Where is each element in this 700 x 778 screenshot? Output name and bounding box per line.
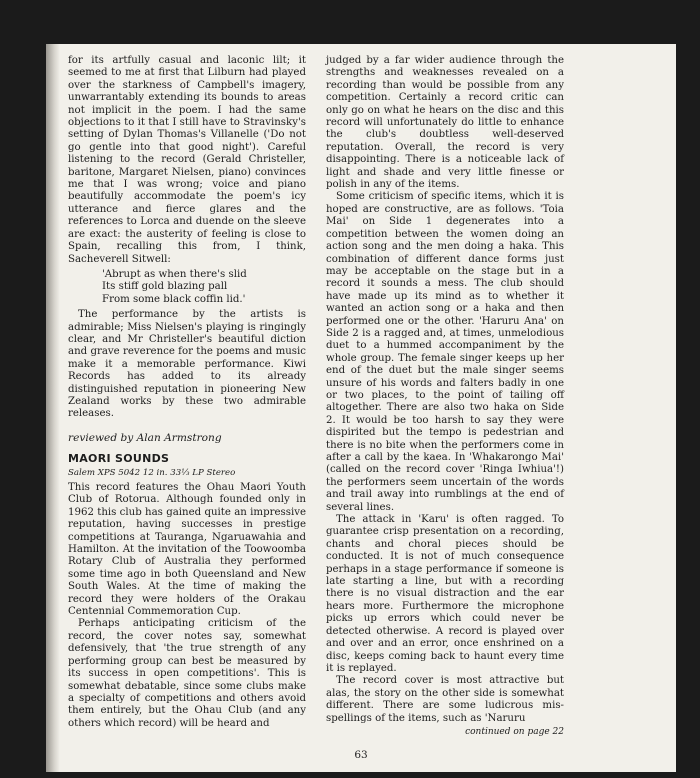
record-catalog-info: Salem XPS 5042 12 in. 33⅓ LP Stereo [68,467,236,478]
paragraph: judged by a far wider audience through the strengths and weaknesses revealed on a recording than would be possible from any competition. Certainly a record critic can only go on what he hears on the disc and this record will unfortunately do little to enhance the club's doubtless well-deserved reputation. Overall, the record is very disappointing. There is a noticeable lack of light and shade and very little finesse or polish in any of the items. [326,55,564,191]
continued-note: continued on page 22 [465,726,564,737]
verse-line: Its stiff gold blazing pall [102,281,228,293]
verse-line: 'Abrupt as when there's slid [102,268,247,280]
paragraph: The performance by the artists is admirable; Miss Nielsen's playing is ringingly clear, and Mr Christeller's beautiful diction and grave reverence for the poems and music make it a memorable performance. Kiwi Records has added to its already distinguished reputation in pioneering New Zealand works by these two admirable releases. [68,309,306,420]
verse-line: From some black coffin lid.' [102,293,246,305]
paragraph: The record cover is most attractive but alas, the story on the other side is somewhat different. There are some ludicrous mis-spellings of the items, such as 'Naruru [326,675,564,724]
right-column [326,55,564,738]
paragraph: The attack in 'Karu' is often ragged. To guarantee crisp presentation on a recording, chants and choral pieces should be conducted. It is not of much consequence perhaps in a stage performance if someone is late starting a line, but with a recording there is no visual distraction and the ear hears more. Furthermore the microphone picks up errors which could never be detected otherwise. A record is played over and over and an error, once enshrined on a disc, keeps coming back to haunt every time it is replayed. [326,514,564,674]
paragraph: for its artfully casual and laconic lilt; it seemed to me at first that Lilburn had played over the starkness of Campbell's imagery, unwarrantably extending its bounds to areas not implicit in the poem. I had the same objections to it that I still have to Stravinsky's setting of Dylan Thomas's Villanelle ('Do not go gentle into that good night'). Careful listening to the record (Gerald Christeller, baritone, Margaret Nielsen, piano) convinces me that I was wrong; voice and piano beautifully accommodate the poem's icy utterance and fierce glares and the references to Lorca and duende on the sleeve are exact: the austerity of feeling is close to Spain, recalling this from, I think, Sacheverell Sitwell: [68,55,306,265]
paragraph: Some criticism of specific items, which it is hoped are constructive, are as follows. 'Toia Mai' on Side 1 degenerates into a competition between the women doing an action song and the men doing a haka. This combination of different dance forms just may be acceptable on the stage but in a record it sounds a mess. The club should have made up its mind as to whether it wanted an action song or a haka and then performed one or the other. 'Haruru Ana' on Side 2 is a ragged and, at times, unmelodious duet to a hummed accompaniment by the whole group. The female singer keeps up her end of the duet but the male singer seems unsure of his words and falters badly in one or two places, to the point of tailing off altogether. There are also two haka on Side 2. It would be too harsh to say they were dispirited but the tempo is pedestrian and there is no bite when the performers come in after a call by the kaea. In 'Whakarongo Mai' (called on the record cover 'Ringa Iwhiua'!) the performers seem uncertain of the words and trail away into rumblings at the end of several lines. [326,191,564,513]
paragraph: Perhaps anticipating criticism of the record, the cover notes say, somewhat defensively, that 'the true strength of any performing group can best be measured by its success in open competitions'. This is somewhat debatable, since some clubs make a specialty of competitions and others avoid them entirely, but the Ohau Club (and any others which record) will be heard and [68,618,306,729]
left-column [68,55,306,730]
journal-page [46,44,676,772]
paragraph: This record features the Ohau Maori Youth Club of Rotorua. Although founded only in 1962 this club has gained quite an impressive reputation, having successes in prestige competitions at Tauranga, Ngaruawahia and Hamilton. At the invitation of the Toowoomba Rotary Club of Australia they performed some time ago in both Queensland and New South Wales. At the time of making the record they were holders of the Orakau Centennial Commemoration Cup. [68,482,306,618]
review-heading: MAORI SOUNDS [68,452,170,466]
verse-quote [102,269,306,306]
page-number: 63 [354,749,368,761]
reviewer-byline: reviewed by Alan Armstrong [68,431,222,444]
page-gutter-shadow [46,44,60,772]
